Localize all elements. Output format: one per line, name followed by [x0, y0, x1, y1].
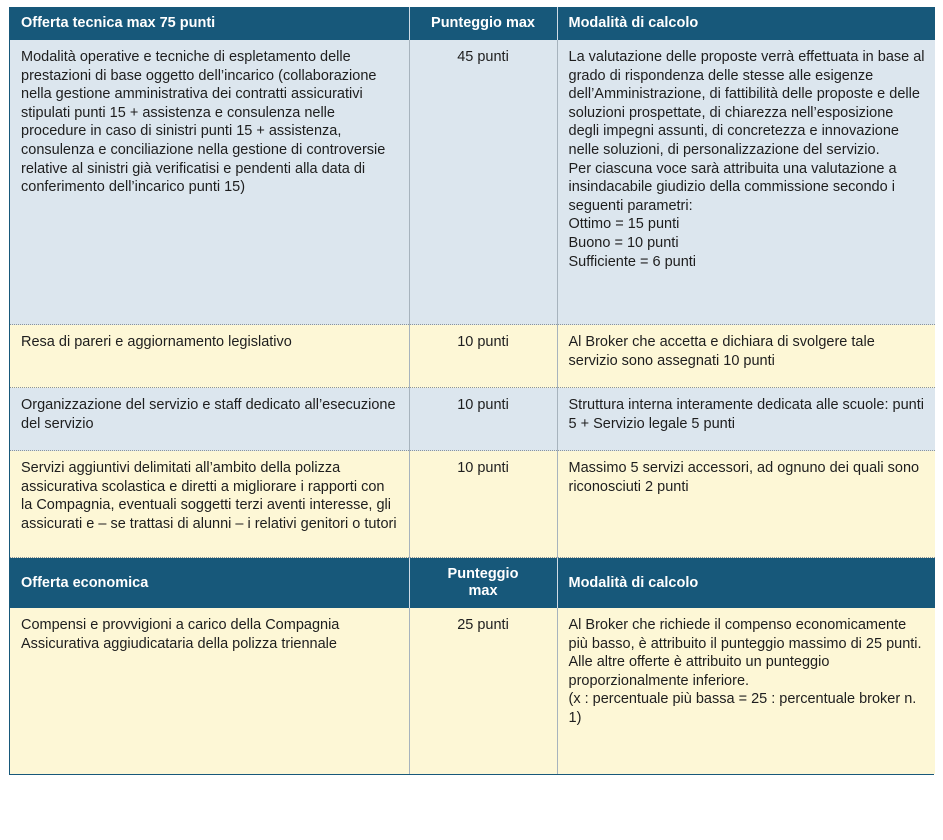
score-cell: 45 punti: [409, 40, 557, 325]
scoring-table: [10, 7, 935, 774]
method-cell: [557, 608, 935, 774]
technical-offer-header-row: [10, 7, 935, 40]
method-line: (x : percentuale più bassa = 25 : percentuale broker n. 1): [568, 691, 917, 726]
method-cell: Al Broker che accetta e dichiara di svolgere tale servizio sono assegnati 10 punti: [557, 325, 935, 388]
criterion-cell: Compensi e provvigioni a carico della Compagnia Assicurativa aggiudicataria della polizza triennale: [10, 608, 409, 774]
header-max-score-2-text: Punteggio max: [447, 566, 519, 599]
criterion-cell: Organizzazione del servizio e staff dedicato all’esecuzione del servizio: [10, 388, 409, 451]
header-max-score-2: [409, 558, 557, 609]
method-line: Sufficiente = 6 punti: [568, 253, 697, 270]
method-line: Ottimo = 15 punti: [568, 216, 680, 233]
method-cell: Massimo 5 servizi accessori, ad ognuno dei quali sono riconosciuti 2 punti: [557, 451, 935, 558]
header-max-score: Punteggio max: [409, 7, 557, 40]
header-economic-offer: Offerta economica: [10, 558, 409, 609]
scoring-table-container: [9, 7, 934, 775]
scoring-table-frame: [9, 7, 934, 775]
score-cell: 10 punti: [409, 388, 557, 451]
method-line: Buono = 10 punti: [568, 234, 679, 251]
criterion-cell: Modalità operative e tecniche di espletamento delle prestazioni di base oggetto dell’incarico (collaborazione nella gestione amministrativa dei contratti assicurativi stipulati punti 15 + assistenza e consulenza nelle procedure in caso di sinistri punti 15 + assistenza, consulenza e conciliazione nella gestione di controversie relative al sinistri già verificatisi e pendenti alla data di conferimento dell’incarico punti 15): [10, 40, 409, 325]
method-line: La valutazione delle proposte verrà effettuata in base al grado di rispondenza delle stesse alle esigenze dell’Amministrazione, di fattibilità delle proposte e delle soluzioni prospettate, di chiarezza nell’esposizione degli impegni assunti, di concretezza e innovazione nelle soluzioni, di personalizzazione del servizio.: [568, 49, 925, 158]
score-cell: 25 punti: [409, 608, 557, 774]
table-row: [10, 451, 935, 558]
table-row: [10, 388, 935, 451]
table-row: [10, 608, 935, 774]
method-cell: [557, 40, 935, 325]
criterion-cell: Resa di pareri e aggiornamento legislativo: [10, 325, 409, 388]
header-calculation-method-2: Modalità di calcolo: [557, 558, 935, 609]
header-calculation-method: Modalità di calcolo: [557, 7, 935, 40]
method-line: Per ciascuna voce sarà attribuita una valutazione a insindacabile giudizio della commissione secondo i seguenti parametri:: [568, 160, 897, 214]
economic-offer-header-row: [10, 558, 935, 609]
method-line: Al Broker che richiede il compenso economicamente più basso, è attribuito il punteggio massimo di 25 punti.: [568, 617, 922, 652]
header-technical-offer: Offerta tecnica max 75 punti: [10, 7, 409, 40]
score-cell: 10 punti: [409, 451, 557, 558]
score-cell: 10 punti: [409, 325, 557, 388]
table-row: [10, 40, 935, 325]
table-row: [10, 325, 935, 388]
method-line: Alle altre offerte è attribuito un punteggio proporzionalmente inferiore.: [568, 654, 830, 689]
criterion-cell: Servizi aggiuntivi delimitati all’ambito della polizza assicurativa scolastica e diretti a migliorare i rapporti con la Compagnia, eventuali soggetti terzi aventi interesse, gli assicurati e – se trattasi di alunni – i relativi genitori o tutori: [10, 451, 409, 558]
method-cell: Struttura interna interamente dedicata alle scuole: punti 5 + Servizio legale 5 punti: [557, 388, 935, 451]
